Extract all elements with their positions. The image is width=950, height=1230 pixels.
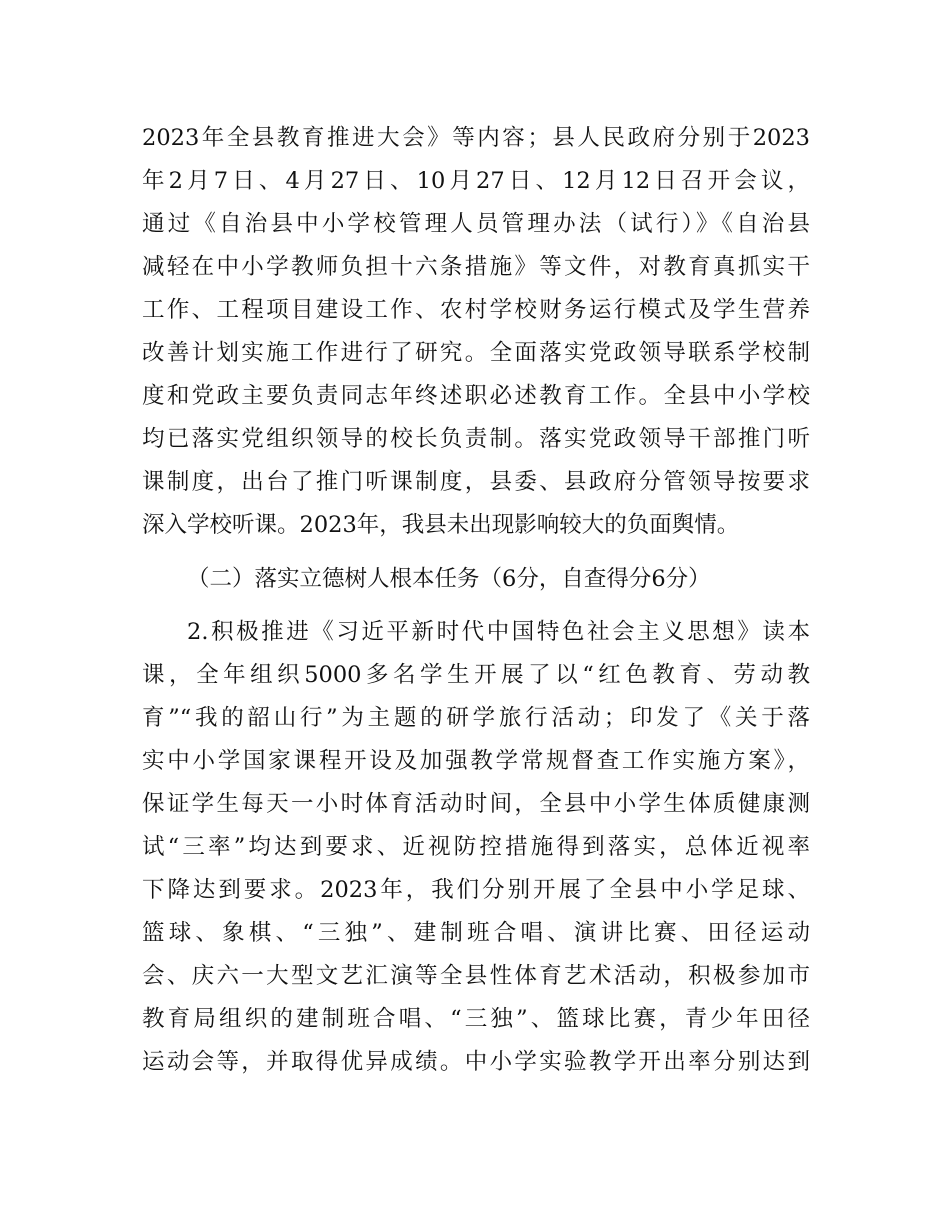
paragraph-line: 教育局组织的建制班合唱、“三独”、篮球比赛，青少年田径 xyxy=(142,1006,810,1032)
paragraph-line: 改善计划实施工作进行了研究。全面落实党政领导联系学校制 xyxy=(142,340,810,366)
paragraph-line: 保证学生每天一小时体育活动时间，全县中小学生体质健康测 xyxy=(142,791,810,817)
paragraph-line: 实中小学国家课程开设及加强教学常规督查工作实施方案》， xyxy=(142,748,810,774)
paragraph-line: 度和党政主要负责同志年终述职必述教育工作。全县中小学校 xyxy=(142,383,810,409)
section-heading: （二）落实立德树人根本任务（6分，自查得分6分） xyxy=(187,566,711,592)
paragraph-line: 通过《自治县中小学校管理人员管理办法（试行）》《自治县 xyxy=(142,211,810,237)
paragraph-line: 育”“我的韶山行”为主题的研学旅行活动；印发了《关于落 xyxy=(142,705,810,731)
paragraph-line: 课，全年组织5000多名学生开展了以“红色教育、劳动教 xyxy=(142,662,810,688)
paragraph-line: 下降达到要求。2023年，我们分别开展了全县中小学足球、 xyxy=(142,877,810,903)
paragraph-line: 试“三率”均达到要求、近视防控措施得到落实，总体近视率 xyxy=(142,834,810,860)
paragraph-2 xyxy=(142,611,810,1084)
paragraph-1 xyxy=(142,117,810,547)
paragraph-line: 会、庆六一大型文艺汇演等全县性体育艺术活动，积极参加市 xyxy=(142,963,810,989)
paragraph-line: 减轻在中小学教师负担十六条措施》等文件，对教育真抓实干 xyxy=(142,254,810,280)
paragraph-line: 篮球、象棋、“三独”、建制班合唱、演讲比赛、田径运动 xyxy=(142,920,810,946)
paragraph-line: 年2月7日、4月27日、10月27日、12月12日召开会议， xyxy=(142,168,810,194)
paragraph-line: 运动会等，并取得优异成绩。中小学实验教学开出率分别达到 xyxy=(142,1049,810,1075)
paragraph-line: 均已落实党组织领导的校长负责制。落实党政领导干部推门听 xyxy=(142,426,810,452)
paragraph-line: 课制度，出台了推门听课制度，县委、县政府分管领导按要求 xyxy=(142,469,810,495)
paragraph-line: 深入学校听课。2023年，我县未出现影响较大的负面舆情。 xyxy=(142,512,740,538)
paragraph-line: 2.积极推进《习近平新时代中国特色社会主义思想》读本 xyxy=(187,619,810,645)
paragraph-line: 2023年全县教育推进大会》等内容；县人民政府分别于2023 xyxy=(142,125,810,151)
paragraph-line: 工作、工程项目建设工作、农村学校财务运行模式及学生营养 xyxy=(142,297,810,323)
document-body xyxy=(142,117,810,1084)
